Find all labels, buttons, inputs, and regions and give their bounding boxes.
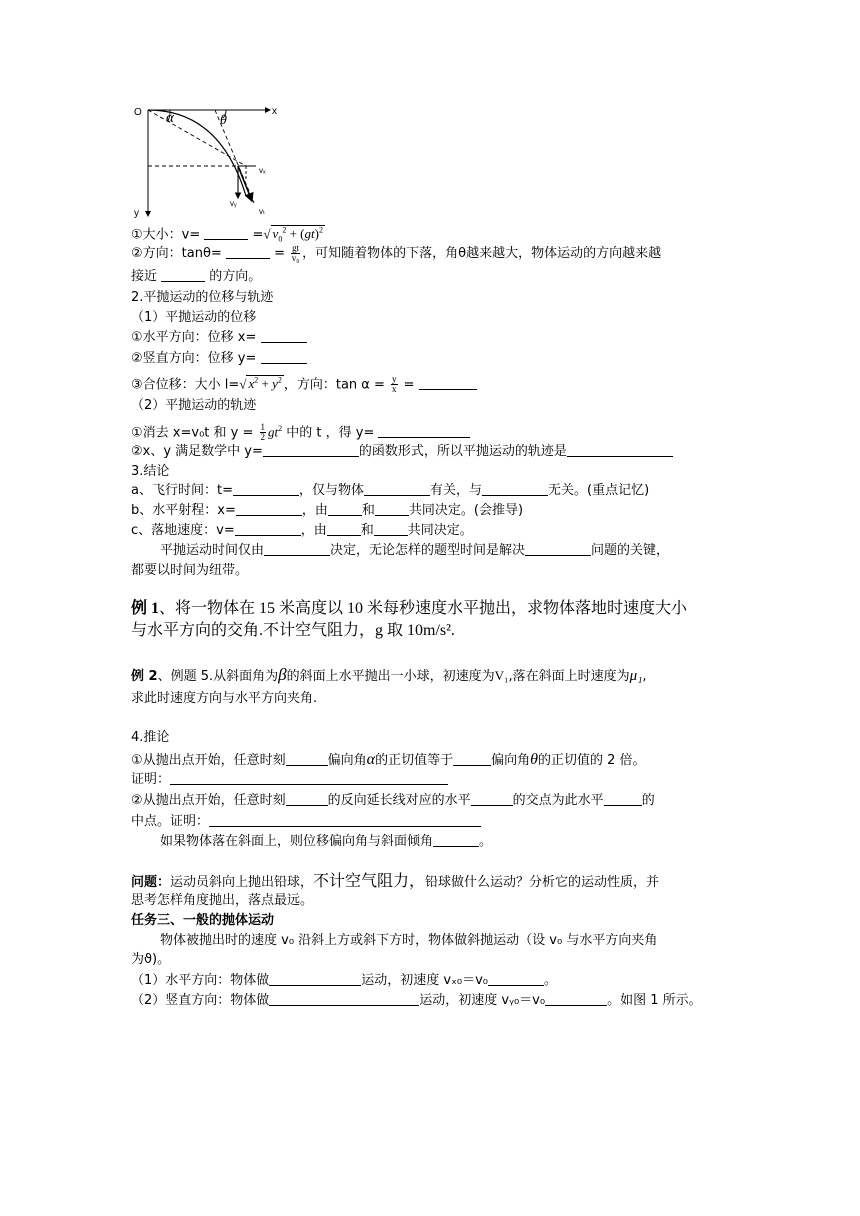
blank: [235, 522, 301, 536]
sec4-rule-2: ②从抛出点开始，任意时刻 的反向延长线对应的水平 的交点为此水平 的: [131, 793, 655, 808]
displacement-formula: √ $x^2 + y^2$: [239, 376, 282, 392]
sec4-rule-2-line-2: 中点。证明：: [131, 813, 481, 831]
blank: [170, 771, 448, 785]
blank: [261, 329, 307, 343]
question-line-1: 问题：运动员斜向上抛出铅球，不计空气阻力，铅球做什么运动？分析它的运动性质，并: [131, 873, 660, 890]
blank: [328, 502, 362, 516]
vx-label: vₓ: [259, 166, 266, 175]
task3-vertical: （2）竖直方向：物体做 运动，初速度 vᵧ₀＝v₀ 。如图 1 所示。: [131, 993, 702, 1008]
blank: [236, 502, 302, 516]
vt-label: vₜ: [259, 207, 266, 216]
sec2-elim: ①消去 x=v₀t 和 y = $\frac{1}{2}$ $gt^2$ 中的 t ，得 y=: [131, 420, 470, 442]
example-2-line-2: 求此时速度方向与水平方向夹角.: [131, 691, 318, 706]
speed-formula: √ $v_0^2 + (gt)^2$: [263, 226, 323, 244]
task3-heading: 任务三、一般的抛体运动: [131, 913, 275, 928]
blank: [525, 542, 591, 556]
sec3-para: 平抛运动时间仅由 决定，无论怎样的题型时间是解决 问题的关键，: [160, 543, 670, 558]
theta-label: θ: [220, 113, 227, 128]
blank: [488, 972, 544, 986]
blank: [364, 482, 430, 496]
sec2-heading: 2.平抛运动的位移与轨迹: [131, 290, 274, 305]
example-1-line-2: 与水平方向的交角.不计空气阻力，g 取 10m/s².: [131, 622, 455, 639]
blank: [327, 522, 361, 536]
alpha-label: α: [166, 110, 174, 126]
sec2-fit: ②x、y 满足数学中 y= 的函数形式，所以平抛运动的轨迹是: [131, 443, 673, 461]
blank: [433, 833, 479, 847]
sec2-vert: ②竖直方向：位移 y=: [131, 350, 307, 368]
blank: [453, 752, 491, 766]
sec2-sub2: （2）平抛运动的轨迹: [131, 398, 257, 413]
half-fraction: $\frac{1}{2}$: [260, 422, 265, 443]
blank: [263, 443, 359, 457]
task3-para-1: 物体被抛出时的速度 v₀ 沿斜上方或斜下方时，物体做斜抛运动（设 v₀ 与水平方向夹角: [160, 933, 658, 948]
blank: [545, 992, 607, 1006]
blank: [261, 350, 307, 364]
blank: [482, 482, 548, 496]
blank: [419, 376, 477, 390]
blank: [233, 482, 299, 496]
blank: [226, 245, 270, 259]
sec3-heading: 3.结论: [131, 464, 170, 479]
direction-line-2: 接近 的方向。: [131, 269, 262, 284]
blank: [286, 792, 328, 806]
sec3-c: c、落地速度：v= ，由 和 共同决定。: [131, 523, 473, 538]
blank: [204, 226, 248, 240]
sec2-combined: ③合位移：大小 l=√ $x^2 + y^2$ ，方向：tan α = $\frac{y}{x}$ =: [131, 372, 477, 394]
example-2-line-1: 例 2、例题 5.从斜面角为β的斜面上水平抛出一小球，初速度为V₁,落在斜面上时速度为μ₁,: [131, 665, 647, 684]
blank: [286, 752, 328, 766]
blank: [378, 424, 470, 438]
vy-label: vᵧ: [230, 199, 237, 208]
example-1-line-1: 例 1、将一物体在 15 米高度以 10 米每秒速度水平抛出，求物体落地时速度大小: [131, 600, 688, 617]
sec2-sub1: （1）平抛运动的位移: [131, 310, 257, 325]
task3-horizontal: （1）水平方向：物体做 运动，初速度 vₓ₀＝v₀ 。: [131, 973, 558, 988]
y-axis-label: y: [134, 208, 139, 219]
sec2-horiz: ①水平方向：位移 x=: [131, 329, 307, 347]
blank: [567, 443, 673, 457]
blank: [269, 972, 361, 986]
blank: [374, 522, 408, 536]
sec3-a: a、飞行时间：t= ，仅与物体 有关，与 无关。(重点记忆): [131, 483, 650, 498]
x-axis-label: x: [272, 106, 277, 117]
sec3-b: b、水平射程：x= ，由 和 共同决定。(会推导): [131, 503, 524, 518]
blank: [161, 268, 205, 282]
blank: [209, 813, 481, 827]
tan-fraction: $\frac{y}{x}$: [392, 374, 397, 395]
direction-fraction: $\frac{gt}{\text{v₀}}$: [291, 243, 300, 263]
direction-line: ②方向：tanθ= = $\frac{gt}{\text{v₀}}$ ，可知随着物体的下落，角θ越来越大，物体运动的方向越来越: [131, 243, 662, 263]
task3-para-2: 为ϑ)。: [131, 952, 171, 967]
sec4-proof-1: 证明：: [131, 771, 448, 789]
sec4-slope: 如果物体落在斜面上，则位移偏向角与斜面倾角 。: [160, 834, 493, 849]
question-line-2: 思考怎样角度抛出，落点最远。: [131, 893, 314, 908]
blank: [264, 542, 330, 556]
projectile-figure: [130, 100, 280, 220]
sec4-rule-1: ①从抛出点开始，任意时刻 偏向角α的正切值等于 偏向角θ的正切值的 2 倍。: [131, 751, 646, 768]
blank: [471, 792, 513, 806]
sec3-para-2: 都要以时间为纽带。: [131, 563, 249, 578]
blank: [269, 992, 419, 1006]
origin-label: O: [134, 107, 142, 118]
blank: [604, 792, 642, 806]
speed-size-line: ①大小：v= =√ $v_0^2 + (gt)^2$: [131, 226, 323, 244]
blank: [375, 502, 409, 516]
sec4-heading: 4.推论: [131, 730, 170, 745]
